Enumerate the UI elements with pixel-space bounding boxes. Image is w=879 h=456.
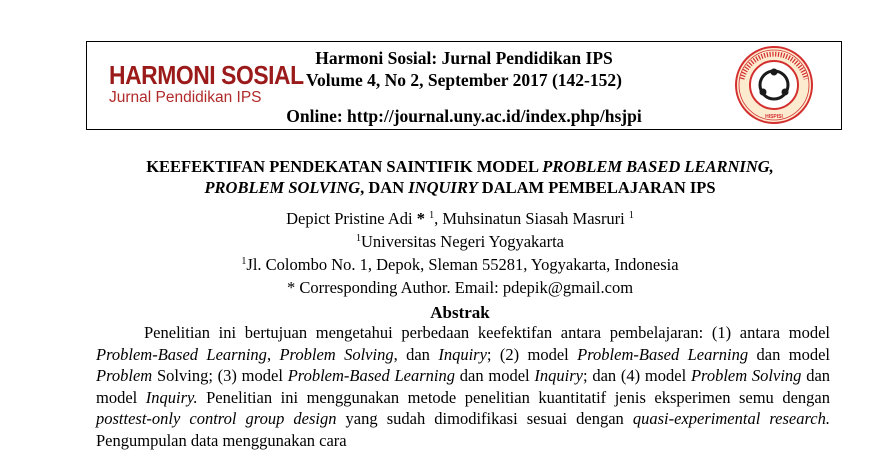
title-line-1: KEEFEKTIFAN PENDEKATAN SAINTIFIK MODEL PROBLEM BASED LEARNING, xyxy=(146,157,774,176)
journal-title: Harmoni Sosial: Jurnal Pendidikan IPS xyxy=(315,48,613,68)
title-line-2: PROBLEM SOLVING, DAN INQUIRY DALAM PEMBELAJARAN IPS xyxy=(204,178,716,197)
journal-header xyxy=(86,41,842,130)
journal-volume: Volume 4, No 2, September 2017 (142-152) xyxy=(306,70,622,90)
society-seal-icon xyxy=(734,45,814,125)
journal-online-url: Online: http://journal.uny.ac.id/index.php/hsjpi xyxy=(286,106,642,126)
author-block xyxy=(20,207,879,299)
corresponding-author: * Corresponding Author. Email: pdepik@gmail.com xyxy=(286,278,634,297)
svg-text:HISPISI: HISPISI xyxy=(765,114,783,120)
paper-title xyxy=(20,156,879,198)
abstract-heading: Abstrak xyxy=(430,303,490,322)
abstract-paragraph: Penelitian ini bertujuan mengetahui perbedaan keefektifan antara pembelajaran: (1) antara model Problem-Based Learning, Problem Solving, dan Inquiry; (2) model Problem-Based Learning dan model Problem Solving; (3) model Problem-Based Learning dan model Inquiry; dan (4) model Problem Solving dan model Inquiry. Penelitian ini menggunakan metode penelitian kuantitatif jenis eksperimen semu dengan posttest-only control group design yang sudah dimodifikasi sesuai dengan quasi-experimental research. Pengumpulan data menggunakan cara xyxy=(96,323,831,450)
abstract-body xyxy=(96,322,830,451)
journal-info xyxy=(259,47,669,127)
author-names: Depict Pristine Adi * $^1$, Muhsinatun Siasah Masruri $^1$ xyxy=(286,209,634,228)
author-affiliation: $^1$Universitas Negeri Yogyakarta xyxy=(356,232,564,251)
logo-sub-text: Jurnal Pendidikan IPS xyxy=(109,89,262,106)
author-address: $^1$Jl. Colombo No. 1, Depok, Sleman 55281, Yogyakarta, Indonesia xyxy=(241,255,679,274)
logo-main-text: HARMONI SOSIAL xyxy=(109,60,304,90)
